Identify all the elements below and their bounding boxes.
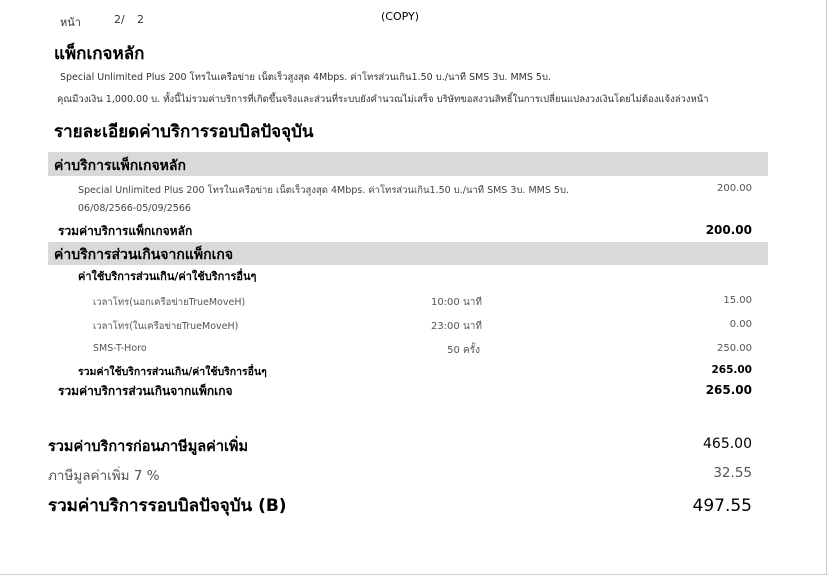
vat-label: ภาษีมูลค่าเพิ่ม 7 %	[48, 468, 160, 484]
excess-item-quantity: 10:00 นาที	[430, 297, 482, 308]
excess-item-quantity: 23:00 นาที	[430, 321, 482, 332]
main-service-item-description: Special Unlimited Plus 200 โทรในเครือข่าย เน็ตเร็วสูงสุด 4Mbps. ค่าโทรส่วนเกิน1.50 บ./นาที SMS 3บ. MMS 5บ.	[78, 185, 569, 196]
copy-label: (COPY)	[381, 10, 420, 23]
details-heading: รายละเอียดค่าบริการรอบบิลปัจจุบัน	[54, 122, 314, 142]
vat-amount: 32.55	[713, 465, 752, 481]
before-vat-label: รวมค่าบริการก่อนภาษีมูลค่าเพิ่ม	[48, 439, 249, 455]
excess-item-label: เวลาโทร(ในเครือข่ายTrueMoveH)	[93, 321, 239, 332]
excess-subtotal-amount: 265.00	[711, 364, 752, 376]
main-service-item-period: 06/08/2566-05/09/2566	[78, 203, 191, 214]
excess-item-quantity: 50 ครั้ง	[447, 345, 480, 356]
excess-item-amount: 0.00	[729, 319, 752, 330]
before-vat-amount: 465.00	[703, 436, 752, 452]
excess-item-amount: 15.00	[723, 295, 752, 306]
main-service-band	[48, 152, 768, 176]
main-service-total-label: รวมค่าบริการแพ็กเกจหลัก	[58, 224, 193, 238]
excess-item-amount: 250.00	[717, 343, 752, 354]
page-total: 2	[137, 13, 144, 26]
main-service-item-amount: 200.00	[717, 183, 752, 194]
credit-limit-notice: คุณมีวงเงิน 1,000.00 บ. ทั้งนี้ไม่รวมค่าบริการที่เกิดขึ้นจริงและส่วนที่ระบบยังคำนวณไม่เสร็จ บริษัทขอสงวนสิทธิ์ในการเปลี่ยนแปลงวงเงินโดยไม่ต้องแจ้งล่วงหน้า	[57, 94, 709, 105]
main-service-total-amount: 200.00	[705, 223, 752, 237]
excess-service-subheading: ค่าใช้บริการส่วนเกิน/ค่าใช้บริการอื่นๆ	[78, 270, 257, 283]
excess-item-label: เวลาโทร(นอกเครือข่ายTrueMoveH)	[93, 297, 246, 308]
grand-total-amount: 497.55	[692, 496, 752, 516]
main-service-title: ค่าบริการแพ็กเกจหลัก	[54, 158, 186, 174]
main-package-description: Special Unlimited Plus 200 โทรในเครือข่าย เน็ตเร็วสูงสุด 4Mbps. ค่าโทรส่วนเกิน1.50 บ./นาที SMS 3บ. MMS 5บ.	[60, 72, 551, 83]
page-edge-right	[826, 0, 827, 575]
excess-total-amount: 265.00	[705, 383, 752, 397]
excess-total-label: รวมค่าบริการส่วนเกินจากแพ็กเกจ	[58, 384, 233, 398]
grand-total-label: รวมค่าบริการรอบบิลปัจจุบัน (B)	[48, 496, 287, 516]
excess-service-title: ค่าบริการส่วนเกินจากแพ็กเกจ	[54, 247, 234, 263]
page-number: 2/	[114, 13, 125, 26]
excess-subtotal-label: รวมค่าใช้บริการส่วนเกิน/ค่าใช้บริการอื่นๆ	[78, 366, 267, 378]
main-package-heading: แพ็กเกจหลัก	[54, 44, 145, 64]
excess-service-band	[48, 242, 768, 265]
excess-item-label: SMS-T-Horo	[93, 343, 147, 354]
page-label: หน้า	[60, 16, 81, 29]
